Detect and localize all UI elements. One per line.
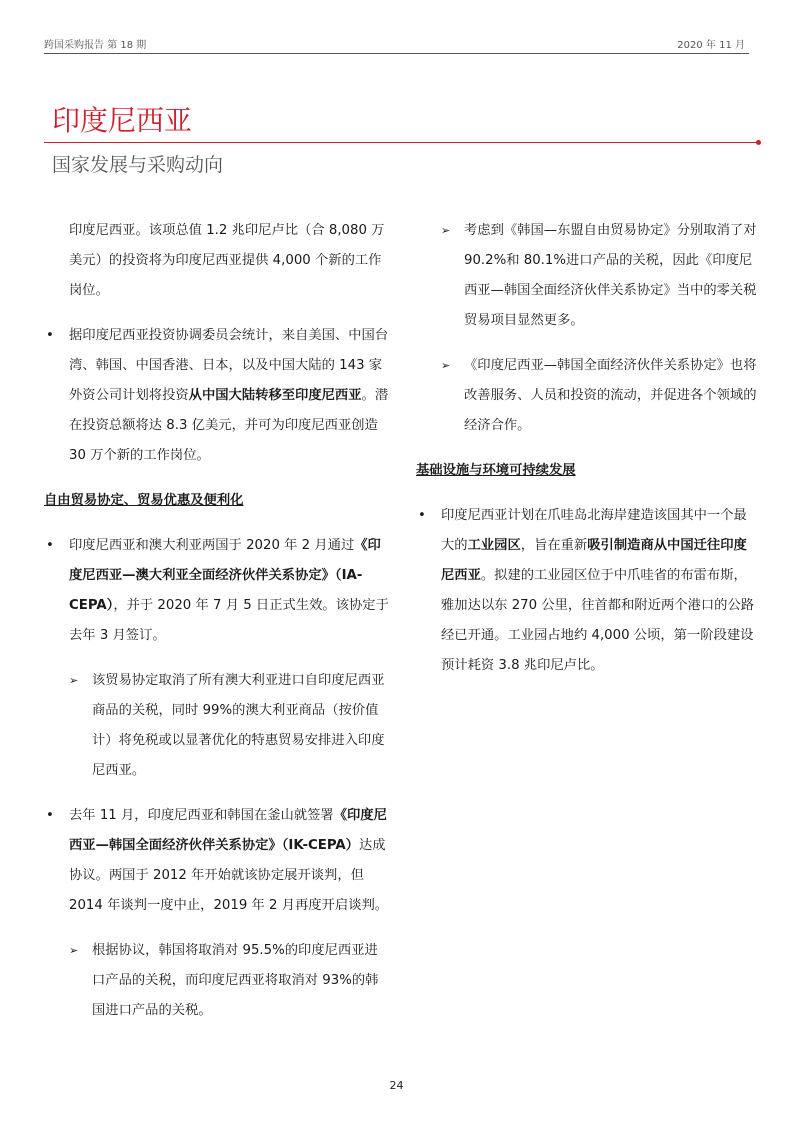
section-heading-fta: 自由贸易协定、贸易优惠及便利化 (44, 493, 244, 508)
header-date: 2020 年 11 月 (677, 40, 745, 51)
header-divider (44, 53, 749, 54)
bullet-ia-cepa: • 印度尼西亚和澳大利亚两国于 2020 年 2 月通过《印度尼西亚—澳大利亚全面经济伙伴关系协定》（IA-CEPA），并于 2020 年 7 月 5 日正式生效。该协定于去年 3 月签订。 (44, 531, 390, 651)
subbullet-ia-cepa-tariffs: ➢ 该贸易协定取消了所有澳大利亚进口自印度尼西亚商品的关税，同时 99%的澳大利亚商品（按价值计）将免税或以显著优化的特惠贸易安排进入印度尼西亚。 (44, 666, 390, 786)
right-column (416, 216, 758, 681)
subbullet-korea-asean-fta: ➢ 考虑到《韩国—东盟自由贸易协定》分别取消了对 90.2%和 80.1%进口产品的关税，因此《印度尼西亚—韩国全面经济伙伴关系协定》当中的零关税贸易项目显然更多。 (416, 216, 758, 336)
subbullet-ik-cepa-tariffs: ➢ 根据协议，韩国将取消对 95.5%的印度尼西亚进口产品的关税，而印度尼西亚将取消对 93%的韩国进口产品的关税。 (44, 936, 390, 1026)
section-heading-infrastructure: 基础设施与环境可持续发展 (416, 463, 576, 478)
bullet-industrial-park: • 印度尼西亚计划在爪哇岛北海岸建造该国其中一个最大的工业园区，旨在重新吸引制造商从中国迁往印度尼西亚。拟建的工业园区位于中爪哇省的布雷布斯，雅加达以东 270 公里，往首都和附近两个港口的公路经已开通。工业园占地约 4,000 公顷，第一阶段建设预计耗资 3.8 兆印尼卢比。 (416, 501, 758, 681)
left-column (44, 216, 390, 1026)
continued-paragraph: 印度尼西亚。该项总值 1.2 兆印尼卢比（合 8,080 万美元）的投资将为印度尼西亚提供 4,000 个新的工作岗位。 (69, 223, 385, 298)
page-title: 印度尼西亚 (52, 104, 193, 137)
header-report-title: 跨国采购报告 第 18 期 (44, 40, 147, 51)
bullet-investment-relocation: • 据印度尼西亚投资协调委员会统计，来自美国、中国台湾、韩国、中国香港、日本，以及中国大陆的 143 家外资公司计划将投资从中国大陆转移至印度尼西亚。潜在投资总额将达 8.3 亿美元，并可为印度尼西亚创造 30 万个新的工作岗位。 (44, 321, 390, 471)
title-divider-dot (756, 140, 761, 145)
page-number: 24 (389, 1079, 404, 1092)
page-subtitle: 国家发展与采购动向 (52, 154, 224, 176)
bullet-ik-cepa: • 去年 11 月，印度尼西亚和韩国在釜山就签署《印度尼西亚—韩国全面经济伙伴关系协定》（IK-CEPA）达成协议。两国于 2012 年开始就该协定展开谈判，但 2014 年谈判一度中止，2019 年 2 月再度开启谈判。 (44, 801, 390, 921)
subbullet-ik-cepa-services: ➢ 《印度尼西亚—韩国全面经济伙伴关系协定》也将改善服务、人员和投资的流动，并促进各个领域的经济合作。 (416, 351, 758, 441)
title-divider (44, 142, 758, 143)
